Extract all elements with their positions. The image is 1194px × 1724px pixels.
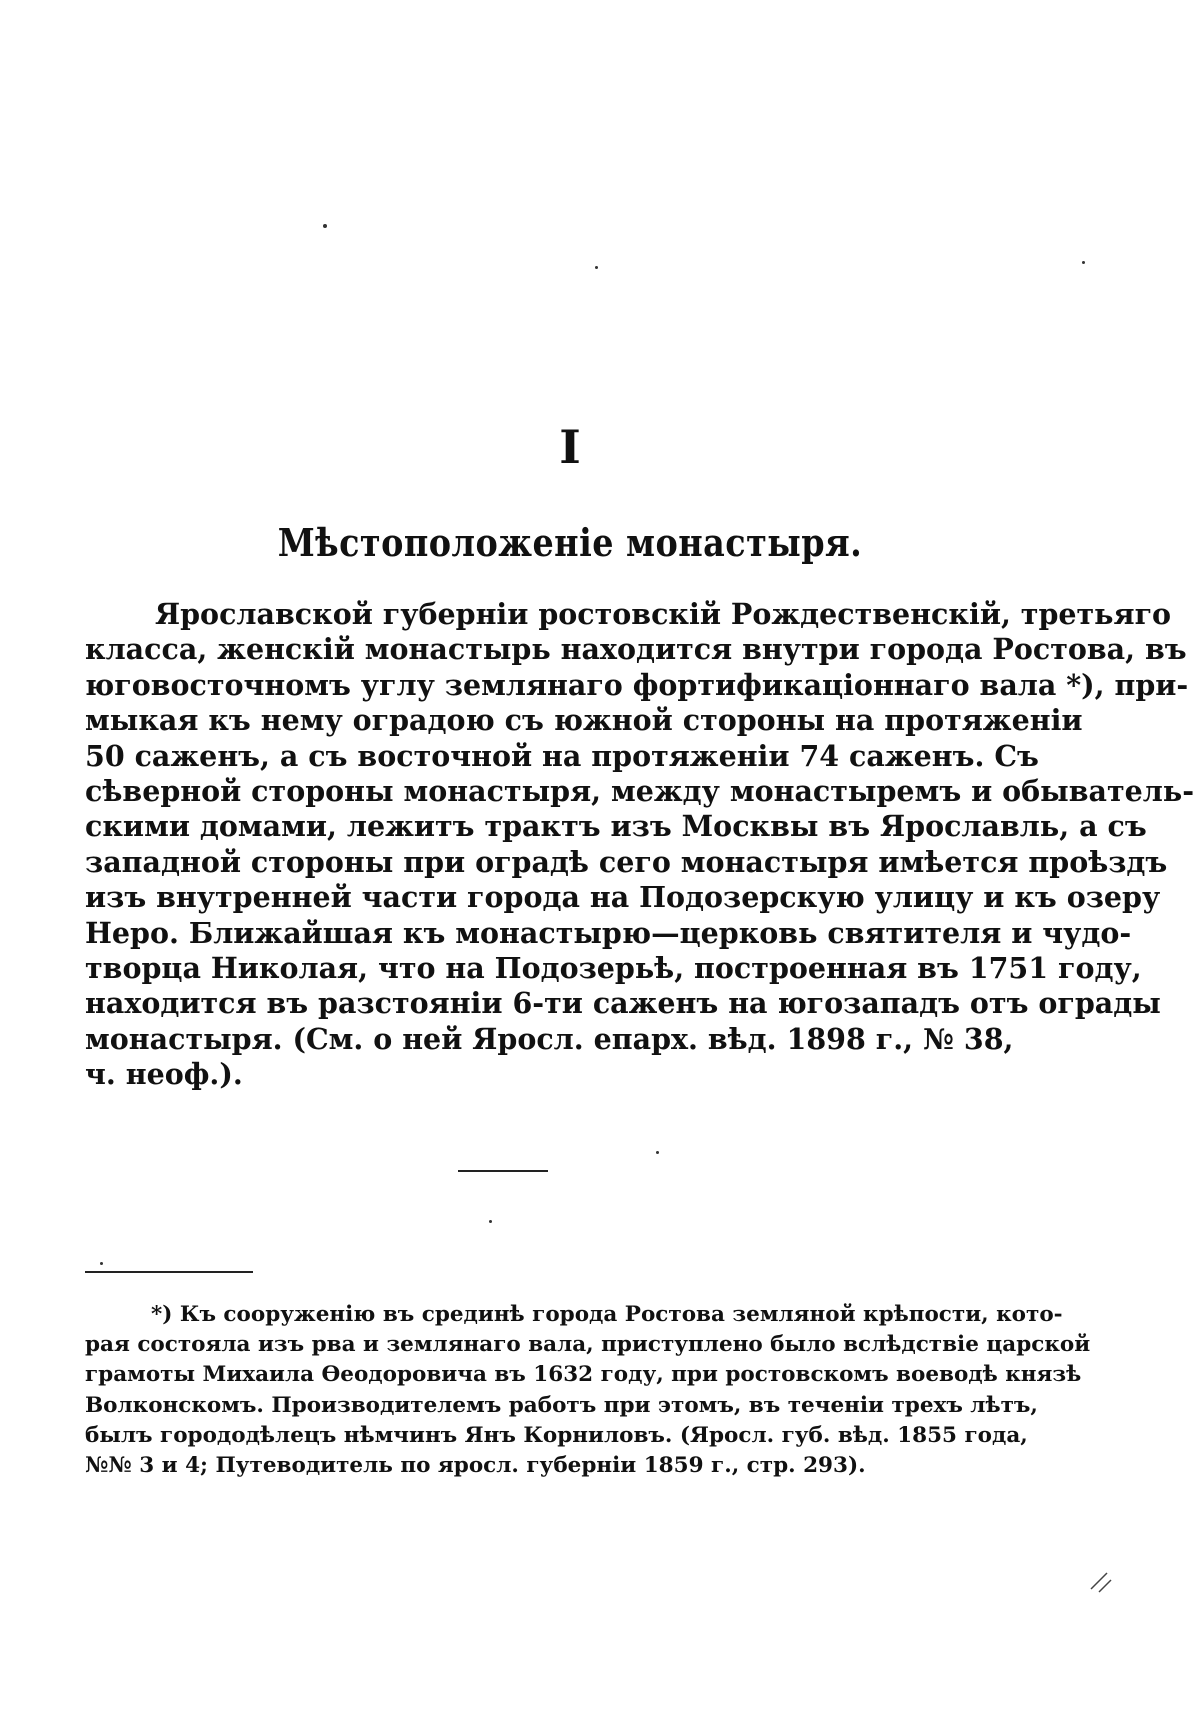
body-line: класса, женскій монастырь находится внутри города Ростова, въ <box>85 632 1187 667</box>
chapter-number: I <box>559 420 581 474</box>
body-line: творца Николая, что на Подозерьѣ, построенная въ 1751 году, <box>85 950 1142 985</box>
section-divider <box>458 1170 548 1172</box>
footnote-line: №№ 3 и 4; Путеводитель по яросл. губерніи 1859 г., стр. 293). <box>85 1452 866 1478</box>
scan-speck <box>323 224 327 228</box>
body-paragraph <box>85 597 1194 1092</box>
body-line: монастыря. (См. о ней Яросл. епарх. вѣд. 1898 г., № 38, <box>85 1021 1014 1056</box>
scan-speck <box>656 1151 659 1154</box>
body-line: юговосточномъ углу землянаго фортификаціоннаго вала *), при- <box>85 667 1189 702</box>
body-line: западной стороны при оградѣ сего монастыря имѣется проѣздъ <box>85 844 1168 879</box>
body-line: ч. неоф.). <box>85 1057 243 1092</box>
scan-speck <box>100 1262 103 1265</box>
scan-speck <box>1082 261 1085 264</box>
body-line: Ярославской губерніи ростовскій Рождественскій, третьяго <box>155 597 1172 631</box>
scan-speck <box>489 1220 492 1223</box>
scan-speck <box>595 266 598 269</box>
chapter-title: Мѣстоположеніе монастыря. <box>277 520 863 565</box>
footnote-line: *) Къ сооруженію въ срединѣ города Ростова земляной крѣпости, кото- <box>151 1302 1063 1327</box>
footnote-line: рая состояла изъ рва и землянаго вала, приступлено было вслѣдствіе царской <box>85 1332 1091 1358</box>
body-line: скими домами, лежитъ трактъ изъ Москвы въ Ярославль, а съ <box>85 809 1147 844</box>
body-line: изъ внутренней части города на Подозерскую улицу и къ озеру <box>85 880 1161 915</box>
footnote-divider <box>85 1271 253 1273</box>
body-line: 50 саженъ, а съ восточной на протяженіи 74 саженъ. Съ <box>85 738 1039 773</box>
footnote-line: грамоты Михаила Ѳеодоровича въ 1632 году, при ростовскомъ воеводѣ князѣ <box>85 1362 1082 1388</box>
body-line: Неро. Ближайшая къ монастырю—церковь святителя и чудо- <box>85 915 1132 950</box>
footnote <box>85 1300 1091 1481</box>
body-line: мыкая къ нему оградою съ южной стороны на протяженіи <box>85 703 1083 738</box>
body-line: сѣверной стороны монастыря, между монастыремъ и обыватель- <box>85 773 1194 808</box>
scan-mark <box>1085 1565 1115 1595</box>
footnote-line: былъ горододѣлецъ нѣмчинъ Янъ Корниловъ. (Яросл. губ. вѣд. 1855 года, <box>85 1422 1028 1448</box>
footnote-line: Волконскомъ. Производителемъ работъ при этомъ, въ теченіи трехъ лѣтъ, <box>85 1392 1038 1418</box>
body-line: находится въ разстояніи 6-ти саженъ на югозападъ отъ ограды <box>85 986 1161 1021</box>
